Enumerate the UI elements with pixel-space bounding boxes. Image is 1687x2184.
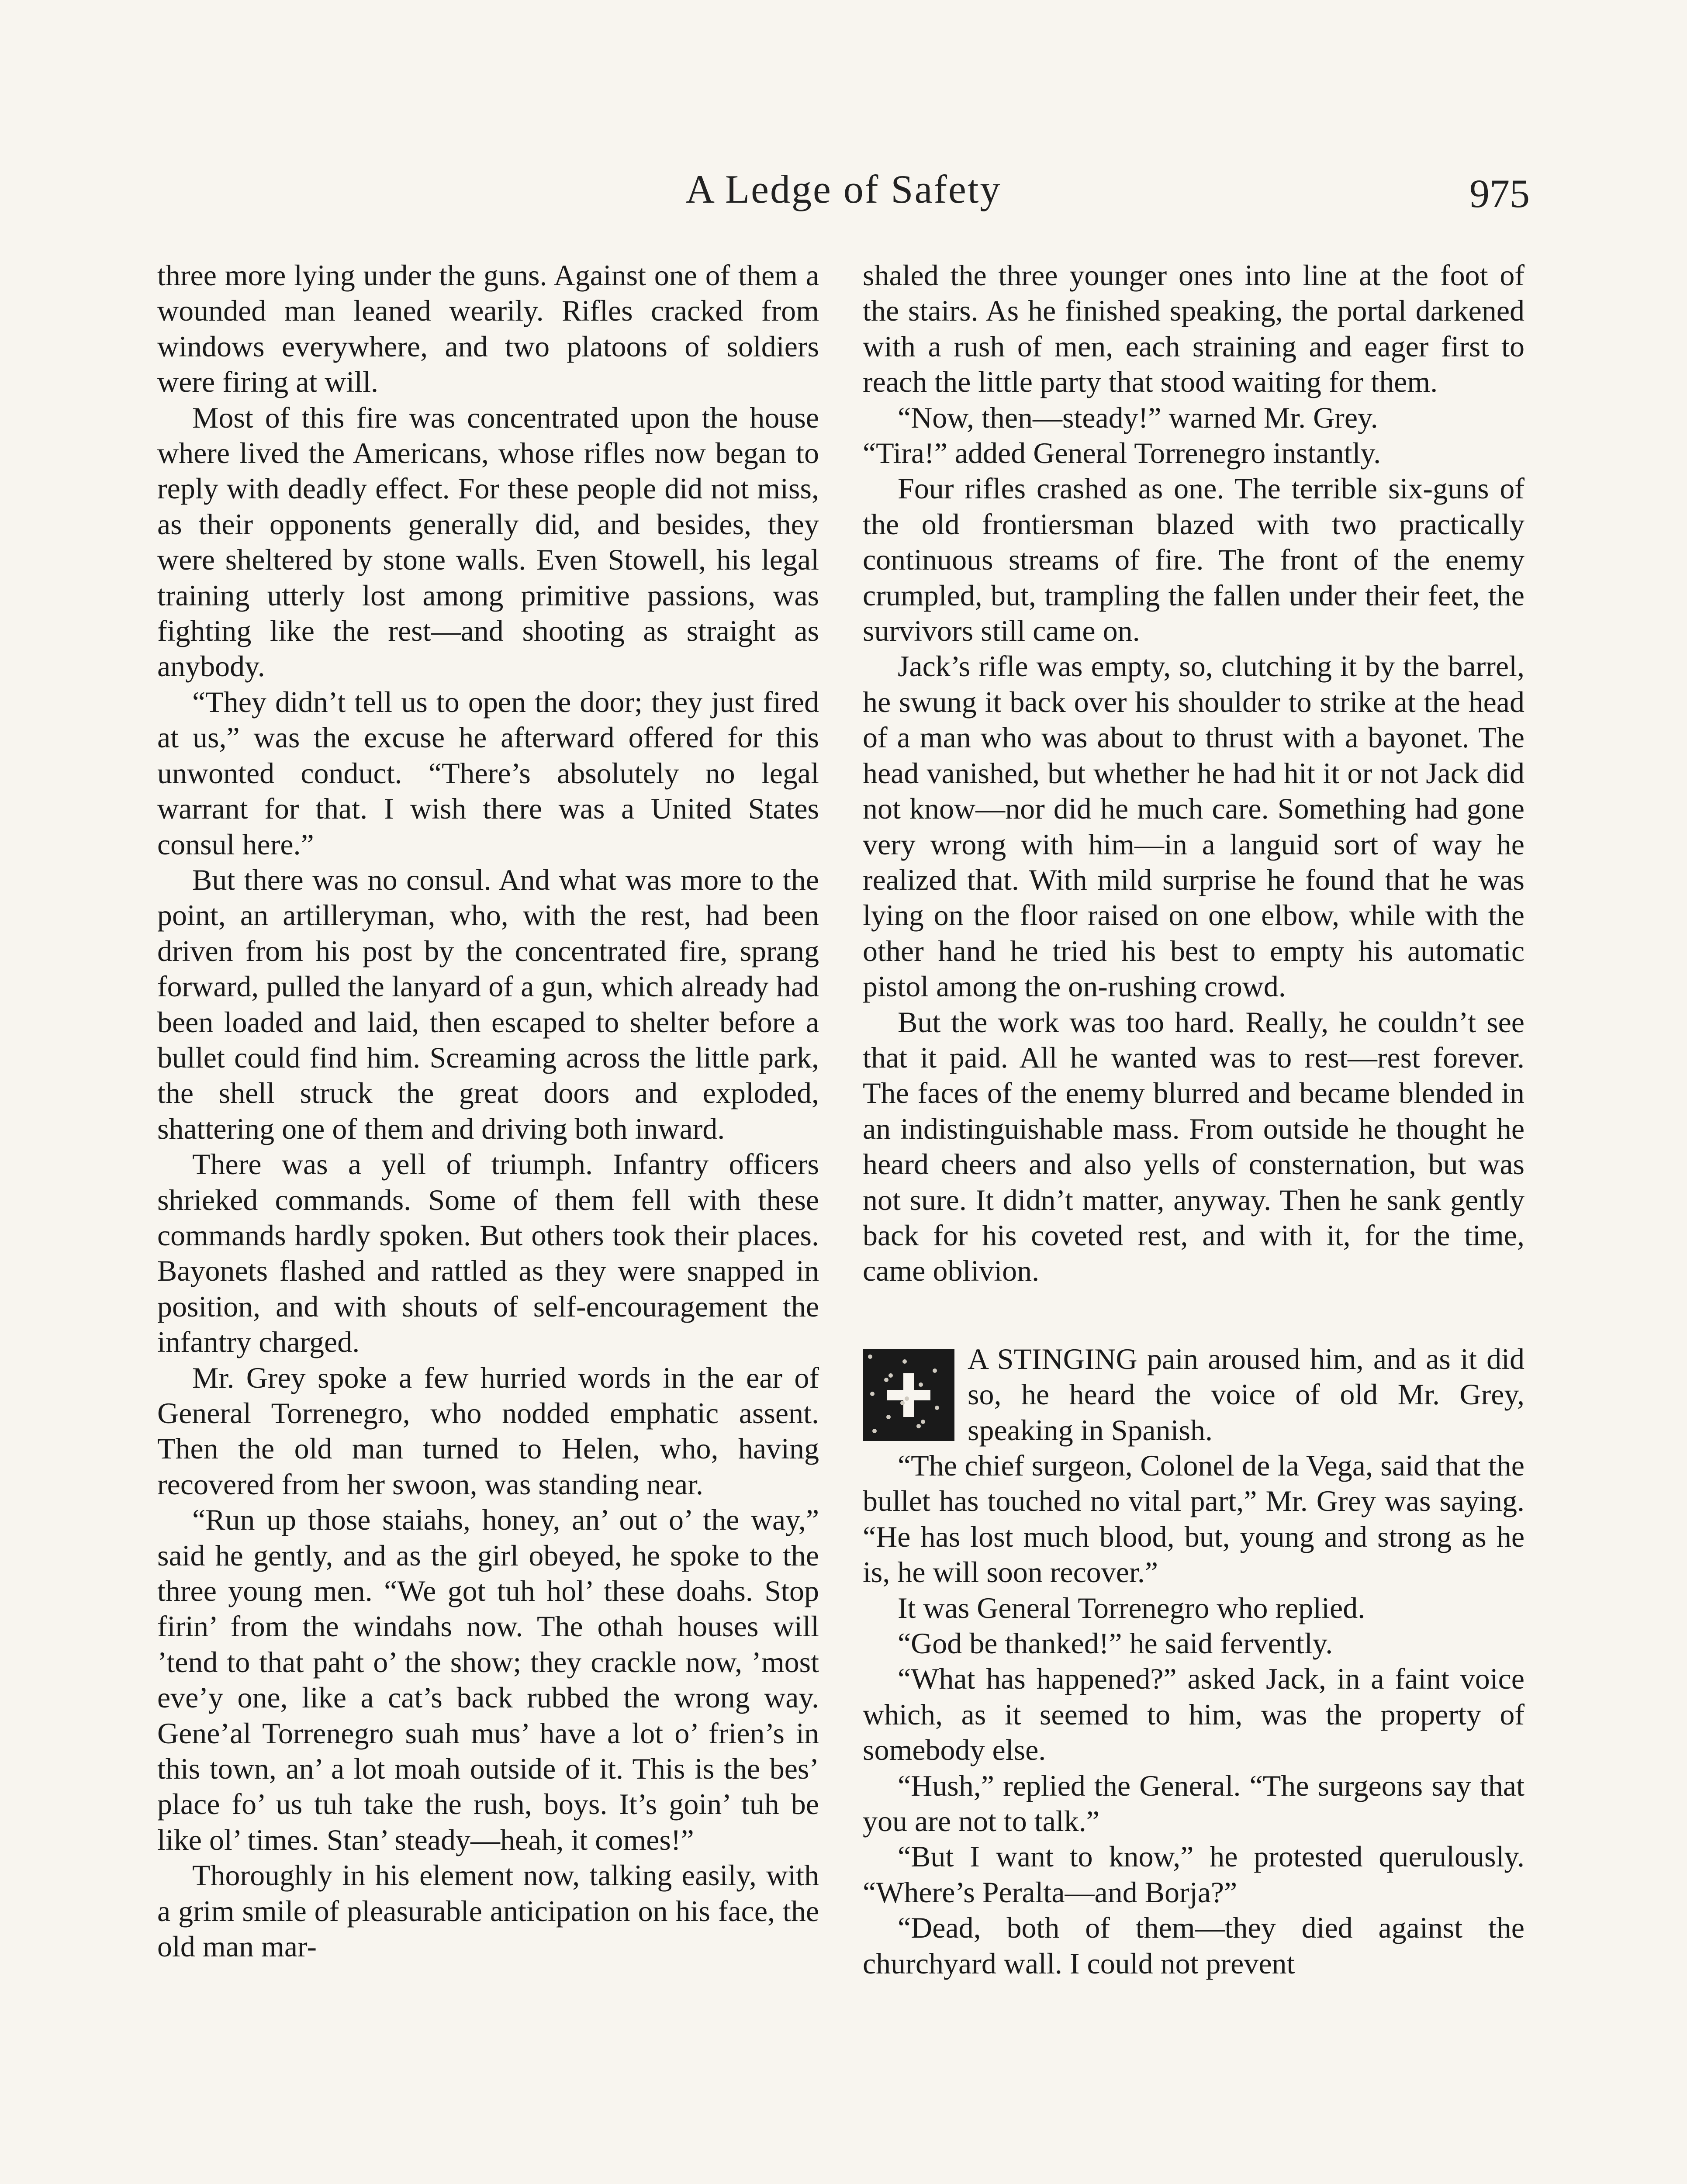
paragraph: “The chief surgeon, Colonel de la Vega, said that the bullet has touched no vital part,” Mr. Grey was saying. “He has lost much blood, but, young and strong as he is, he will soon recover.” <box>863 1449 1525 1589</box>
running-head <box>0 166 1687 223</box>
left-column <box>157 258 819 1965</box>
paragraph: Thoroughly in his element now, talking easily, with a grim smile of pleasurable anticipation on his face, the old man mar- <box>157 1859 819 1963</box>
paragraph: Four rifles crashed as one. The terrible six-guns of the old frontiersman blazed with two practically continuous streams of fire. The front of the enemy crumpled, but, trampling the fallen under their feet, the survivors still came on. <box>863 472 1525 648</box>
paragraph: shaled the three younger ones into line at the foot of the stairs. As he finished speaking, the portal darkened with a rush of men, each straining and eager first to reach the little party that stood waiting for them. <box>863 259 1525 399</box>
paragraph: A STINGING pain aroused him, and as it did so, he heard the voice of old Mr. Grey, speaking in Spanish. <box>863 1341 1525 1448</box>
section-break <box>863 1289 1525 1341</box>
right-column <box>863 258 1525 1981</box>
paragraph: Most of this fire was concentrated upon the house where lived the Americans, whose rifles now began to reply with deadly effect. For these people did not miss, as their opponents generally did, and besides, they were sheltered by stone walls. Even Stowell, his legal training utterly lost among primitive passions, was fighting like the rest—and shooting as straight as anybody. <box>157 401 819 683</box>
lead-in: A STINGING <box>968 1342 1137 1375</box>
paragraph: “Tira!” added General Torrenegro instantly. <box>863 436 1381 470</box>
page-number: 975 <box>1469 171 1530 216</box>
paragraph: But there was no consul. And what was more to the point, an artilleryman, who, with the rest, had been driven from his post by the concentrated fire, sprang forward, pulled the lanyard of a gun, which already had been loaded and laid, then escaped to shelter before a bullet could find him. Screaming across the little park, the shell struck the great doors and exploded, shattering one of them and driving both inward. <box>157 863 819 1145</box>
paragraph: “God be thanked!” he said fervently. <box>898 1627 1333 1660</box>
paragraph: “What has happened?” asked Jack, in a faint voice which, as it seemed to him, was the property of somebody else. <box>863 1662 1525 1767</box>
paragraph: three more lying under the guns. Against one of them a wounded man leaned wearily. Rifles cracked from windows everywhere, and two platoons of soldiers were firing at will. <box>157 259 819 399</box>
ornament-initial-icon <box>863 1349 954 1441</box>
paragraph: Jack’s rifle was empty, so, clutching it by the barrel, he swung it back over his shoulder to strike at the head of a man who was about to thrust with a bayonet. The head vanished, but whether he had hit it or not Jack did not know—nor did he much care. Something had gone very wrong with him—in a languid sort of way he realized that. With mild surprise he found that he was lying on the floor raised on one elbow, while with the other hand he tried his best to empty his automatic pistol among the on-rushing crowd. <box>863 650 1525 1003</box>
running-title: A Ledge of Safety <box>685 167 1002 211</box>
paragraph: “But I want to know,” he protested querulously. “Where’s Peralta—and Borja?” <box>863 1840 1525 1909</box>
paragraph: “Run up those staiahs, honey, an’ out o’ the way,” said he gently, and as the girl obeyed, he spoke to the three young men. “We got tuh hol’ these doahs. Stop firin’ from the windahs now. The othah houses will ’tend to that paht o’ the show; they crackle now, ’most eve’y one, like a cat’s back rubbed the wrong way. Gene’al Torrenegro suah mus’ have a lot o’ frien’s in this town, an’ a lot moah outside of it. This is the bes’ place fo’ us tuh take the rush, boys. It’s goin’ tuh be like ol’ times. Stan’ steady—heah, it comes!” <box>157 1503 819 1856</box>
paragraph: “They didn’t tell us to open the door; they just fired at us,” was the excuse he afterward offered for this unwonted conduct. “There’s absolutely no legal warrant for that. I wish there was a United States consul here.” <box>157 685 819 861</box>
paragraph: It was General Torrenegro who replied. <box>898 1591 1366 1624</box>
paragraph: Mr. Grey spoke a few hurried words in the ear of General Torrenegro, who nodded emphatic assent. Then the old man turned to Helen, who, having recovered from her swoon, was standing near. <box>157 1361 819 1501</box>
paragraph: “Hush,” replied the General. “The surgeons say that you are not to talk.” <box>863 1769 1525 1838</box>
paragraph: “Now, then—steady!” warned Mr. Grey. <box>898 401 1378 434</box>
paragraph: But the work was too hard. Really, he couldn’t see that it paid. All he wanted was to rest—rest forever. The faces of the enemy blurred and became blended in an indistinguishable mass. From outside he thought he heard cheers and also yells of consternation, but was not sure. It didn’t matter, anyway. Then he sank gently back for his coveted rest, and with it, for the time, came oblivion. <box>863 1005 1525 1288</box>
paragraph: “Dead, both of them—they died against the churchyard wall. I could not prevent <box>863 1911 1525 1980</box>
paragraph: There was a yell of triumph. Infantry officers shrieked commands. Some of them fell with these commands hardly spoken. But others took their places. Bayonets flashed and rattled as they were snapped in position, and with shouts of self-encouragement the infantry charged. <box>157 1147 819 1359</box>
